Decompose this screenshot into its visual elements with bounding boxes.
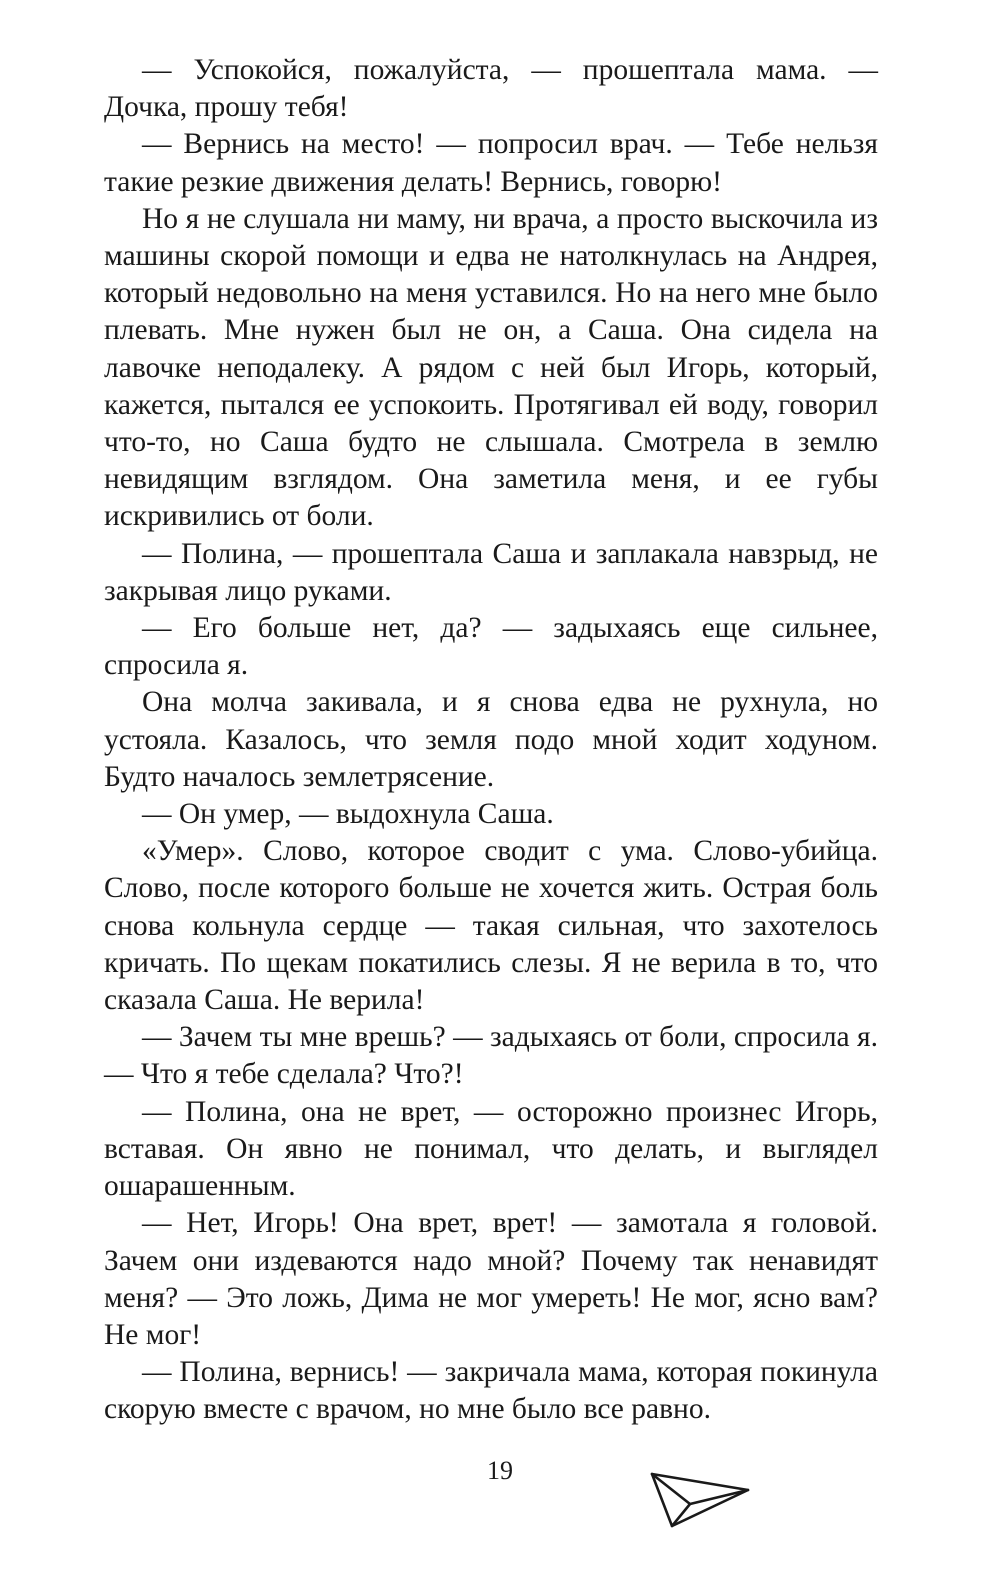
- paragraph: — Его больше нет, да? — задыхаясь еще сильнее, спросила я.: [104, 612, 878, 682]
- paragraph: — Он умер, — выдохнула Саша.: [142, 798, 554, 831]
- paragraph: — Полина, вернись! — закричала мама, которая покинула скорую вместе с врачом, но мне было все равно.: [104, 1356, 878, 1426]
- paragraph: — Зачем ты мне врешь? — задыхаясь от боли, спросила я. — Что я тебе сделала? Что?!: [104, 1021, 878, 1091]
- page-text: [104, 52, 878, 1429]
- paragraph: Она молча закивала, и я снова едва не рухнула, но устояла. Казалось, что земля подо мной ходит ходуном. Будто началось землетрясение.: [104, 686, 878, 793]
- page-number: 19: [487, 1456, 513, 1485]
- paragraph: — Успокойся, пожалуйста, — прошептала мама. — Дочка, прошу тебя!: [104, 54, 878, 124]
- paragraph: «Умер». Слово, которое сводит с ума. Слово-убийца. Слово, после которого больше не хочется жить. Острая боль снова кольнула сердце — такая сильная, что захотелось кричать. По щекам покатились слезы. Я не верила в то, что сказала Саша. Не верила!: [104, 835, 878, 1017]
- paragraph: Но я не слушала ни маму, ни врача, а просто выскочила из машины скорой помощи и едва не натолкнулась на Андрея, который недовольно на меня уставился. Но на него мне было плевать. Мне нужен был не он, а Саша. Она сидела на лавочке неподалеку. А рядом с ней был Игорь, который, кажется, пытался ее успокоить. Протягивал ей воду, говорил что-то, но Саша будто не слышала. Смотрела в землю невидящим взглядом. Она заметила меня, и ее губы искривились от боли.: [104, 202, 878, 533]
- paragraph: — Вернись на место! — попросил врач. — Тебе нельзя такие резкие движения делать! Вернись, говорю!: [104, 128, 878, 198]
- paper-plane-icon: [650, 1468, 750, 1528]
- paragraph: — Полина, она не врет, — осторожно произнес Игорь, вставая. Он явно не понимал, что делать, и выглядел ошарашенным.: [104, 1095, 878, 1203]
- paragraph: — Полина, — прошептала Саша и заплакала навзрыд, не закрывая лицо руками.: [104, 537, 878, 607]
- paragraph: — Нет, Игорь! Она врет, врет! — замотала я головой. Зачем они издеваются надо мной? Почему так ненавидят меня? — Это ложь, Дима не мог умереть! Не мог, ясно вам? Не мог!: [104, 1207, 878, 1351]
